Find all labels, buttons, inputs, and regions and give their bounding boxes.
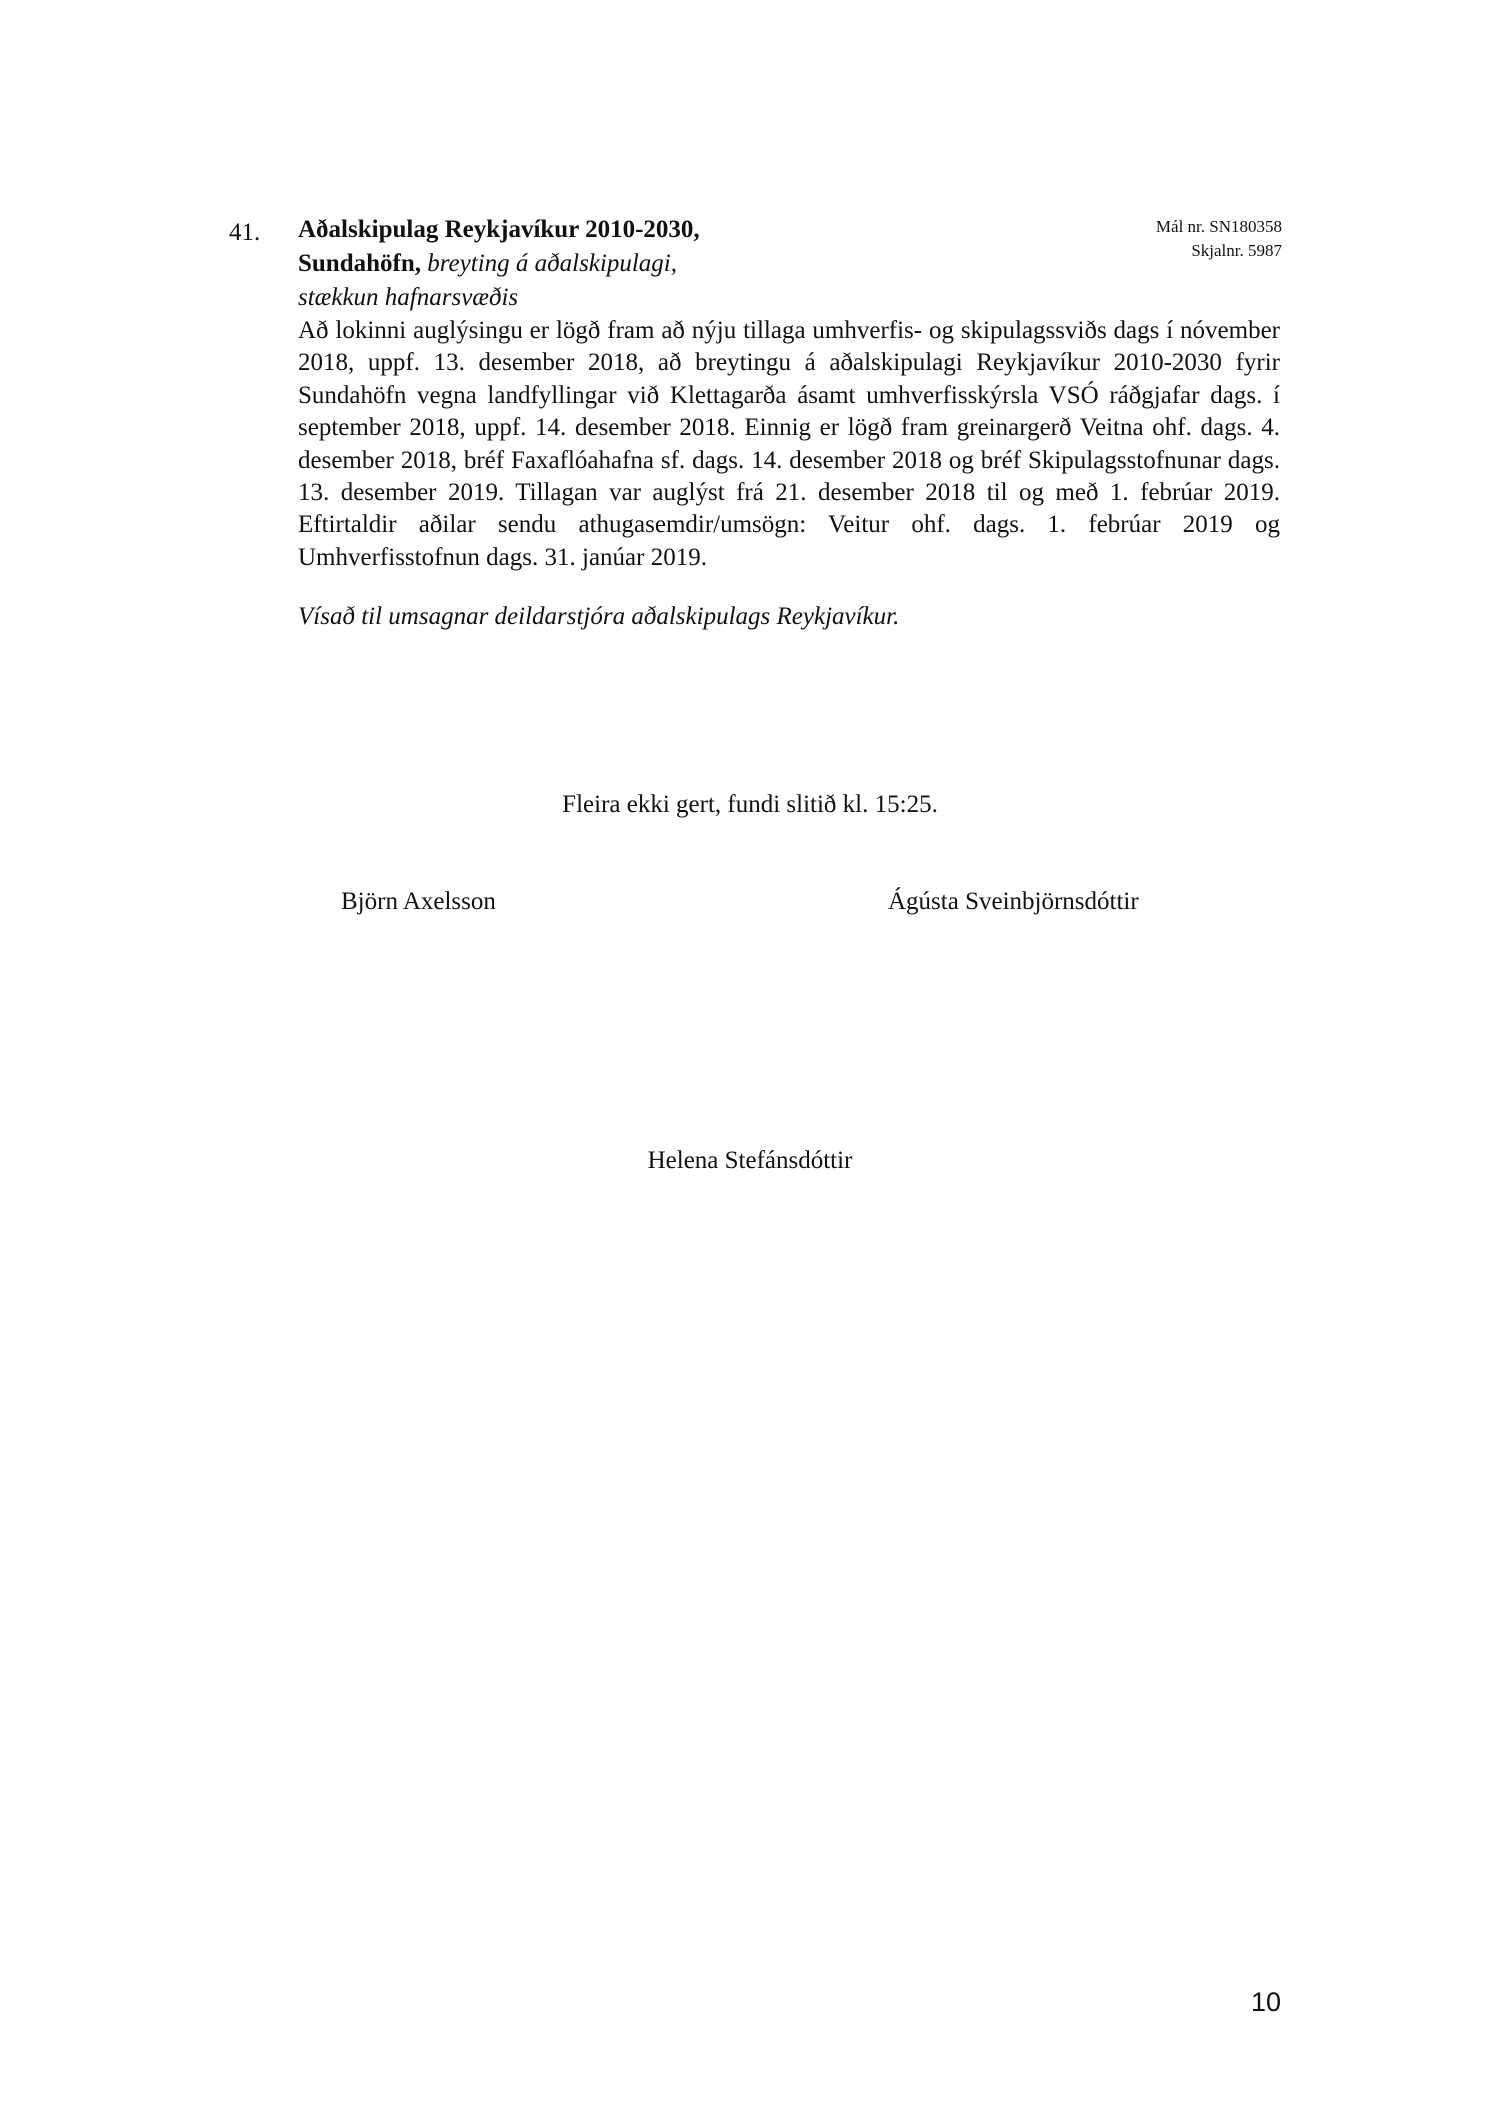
agenda-item-conclusion: Vísað til umsagnar deildarstjóra aðalskipulags Reykjavíkur.	[298, 603, 900, 630]
case-meta	[1156, 215, 1282, 263]
agenda-item-body: Að lokinni auglýsingu er lögð fram að nýju tillaga umhverfis- og skipulagssviðs dags í nóvember 2018, uppf. 13. desember 2018, að breytingu á aðalskipulagi Reykjavíkur 2010-2030 fyrir Sundahöfn vegna landfyllingar við Klettagarða ásamt umhverfisskýrsla VSÓ ráðgjafar dags. í september 2018, uppf. 14. desember 2018. Einnig er lögð fram greinargerð Veitna ohf. dags. 4. desember 2018, bréf Faxaflóahafna sf. dags. 14. desember 2018 og bréf Skipulagsstofnunar dags. 13. desember 2019. Tillagan var auglýst frá 21. desember 2018 til og með 1. febrúar 2019. Eftirtaldir aðilar sendu athugasemdir/umsögn: Veitur ohf. dags. 1. febrúar 2019 og Umhverfisstofnun dags. 31. janúar 2019.	[298, 317, 1280, 571]
signature-1: Björn Axelsson	[341, 888, 496, 915]
signature-2: Ágústa Sveinbjörnsdóttir	[888, 888, 1139, 915]
signature-3: Helena Stefánsdóttir	[647, 1147, 853, 1174]
case-number: Mál nr. SN180358	[1155, 217, 1282, 236]
agenda-item-number: 41.	[229, 219, 261, 246]
title-line-2-bold: Sundahöfn,	[298, 250, 421, 277]
meeting-closing: Fleira ekki gert, fundi slitið kl. 15:25.	[562, 791, 938, 818]
document-number: Skjalnr. 5987	[1191, 241, 1282, 260]
title-line-2-italic: breyting á aðalskipulagi,	[421, 250, 677, 277]
page-number: 10	[1250, 1987, 1281, 2017]
agenda-item-title	[298, 213, 898, 315]
title-line-1: Aðalskipulag Reykjavíkur 2010-2030,	[298, 216, 700, 243]
title-line-3: stækkun hafnarsvæðis	[298, 284, 519, 311]
